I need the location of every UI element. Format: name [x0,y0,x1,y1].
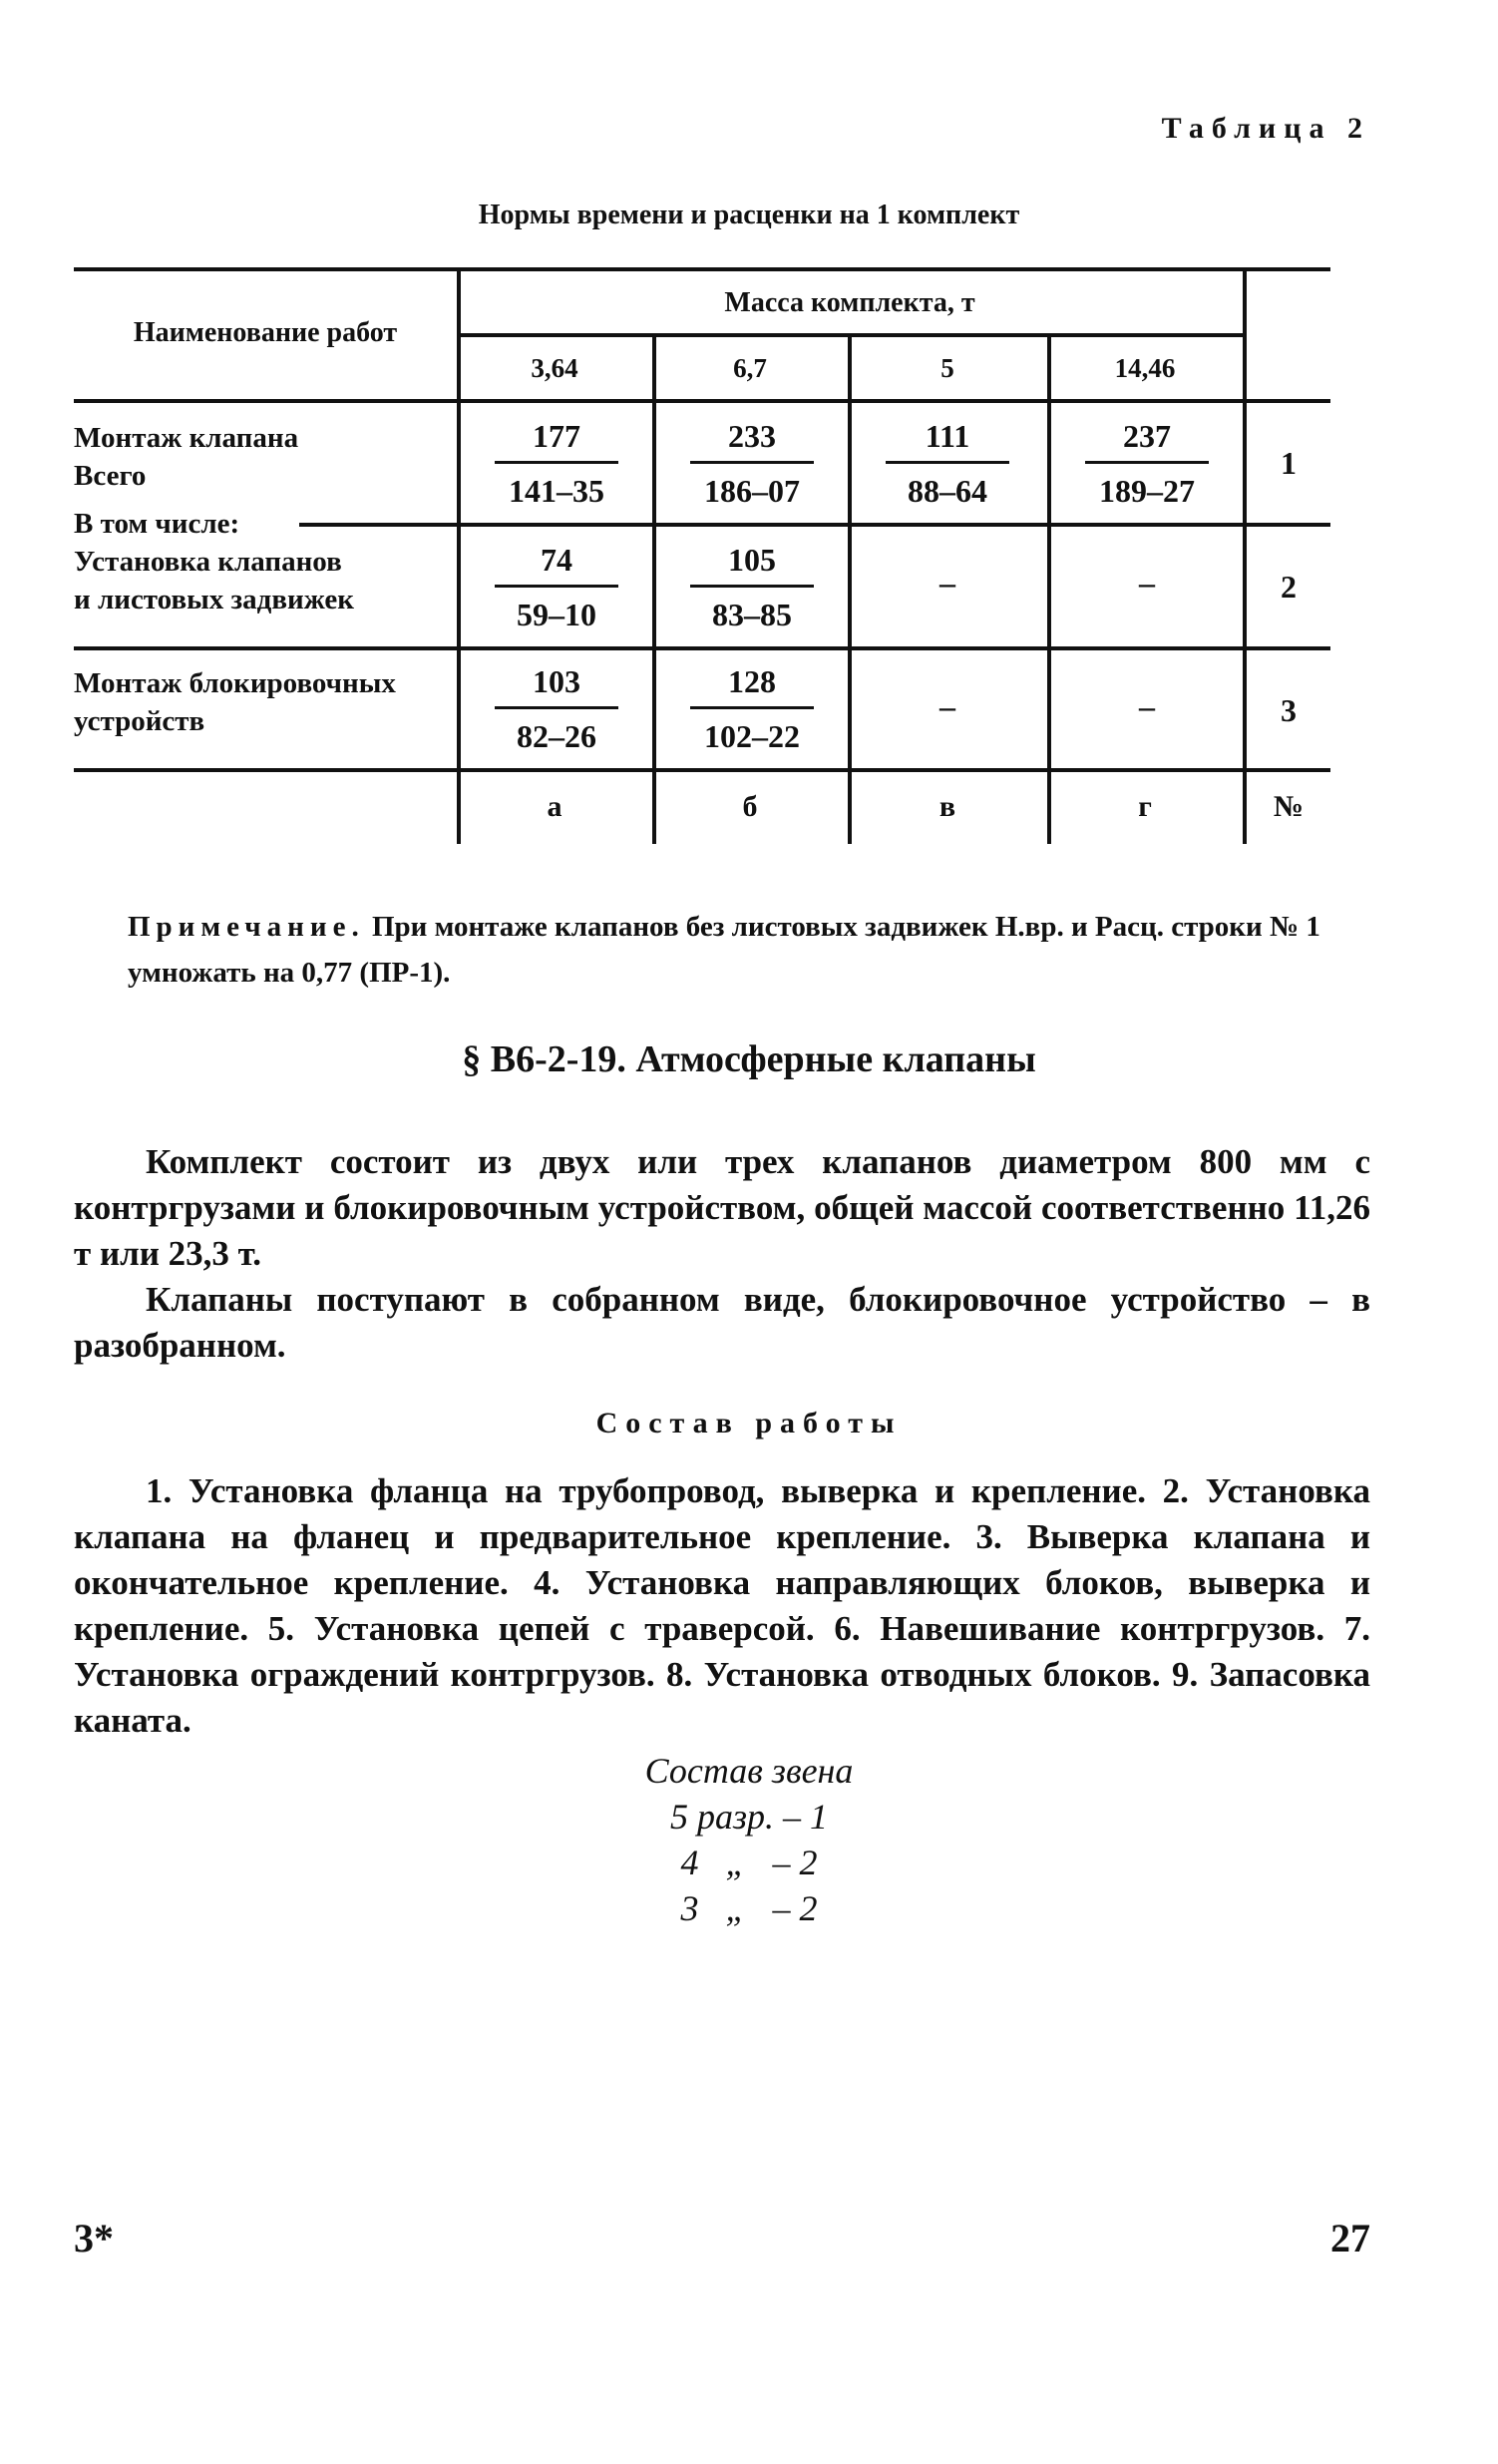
cell-2a-numerator: 74 [541,542,572,578]
fraction-bar [495,461,618,464]
paragraph-1: Комплект состоит из двух или трех клапанов диаметром 800 мм с контргрузами и блокировочным устройством, общей массой соответственно 11,26 т или 23,3 т. [74,1142,1370,1273]
work-composition-heading: Состав работы [595,1407,903,1439]
cell-2a [459,537,654,637]
crew-composition [0,1748,1498,1931]
mass-3-64: 3,64 [531,353,578,383]
col-letter-b: б [742,790,758,823]
crew-line-3: 3 „ – 2 [680,1888,818,1928]
table-note [128,904,1374,996]
cell-1a [459,413,654,514]
mass-header-rule [457,333,1247,337]
header-bottom-rule [74,399,1330,403]
row-2-label [74,505,457,618]
row-2-label-line-1: В том числе: [74,508,240,540]
work-composition-text: 1. Установка фланца на трубопровод, выверка и крепление. 2. Установка клапана на фланец и предварительное крепление. 3. Выверка клапана и окончательное крепление. 4. Установка направляющих блоков, выверка и крепление. 5. Установка цепей с траверсой. 6. Навешивание контргрузов. 7. Установка ограждений контргрузов. 8. Установка отводных блоков. 9. Запасовка каната. [74,1471,1370,1740]
cell-1a-numerator: 177 [533,418,580,454]
cell-1v [850,413,1045,514]
row-3-rule [74,768,1330,772]
row-3-label-line-1: Монтаж блокировочных [74,667,396,699]
cell-1b-denominator: 186–07 [704,473,800,509]
cell-2v-dash: – [939,565,955,601]
row-1-label-line-1: Монтаж клапана [74,422,299,454]
table-title: Нормы времени и расценки на 1 комплект [478,200,1020,230]
note-lead: Примечание. [128,911,365,943]
cell-3b-numerator: 128 [728,663,776,699]
paragraph-2: Клапаны поступают в собранном виде, блокировочное устройство – в разобранном. [74,1280,1370,1365]
table-top-rule [74,267,1330,271]
cell-3v-dash: – [939,688,955,724]
signature-mark: 3* [74,2216,114,2260]
col-header-name: Наименование работ [133,317,398,348]
cell-1g-numerator: 237 [1123,418,1171,454]
mass-6-7: 6,7 [733,353,767,383]
crew-title: Состав звена [644,1751,854,1791]
col-letter-g: г [1138,790,1152,823]
cell-2b [654,537,850,637]
cell-2b-numerator: 105 [728,542,776,578]
row-3-label-line-2: устройств [74,705,205,737]
row-2-label-line-3: и листовых задвижек [74,584,354,616]
row-1-rule [457,523,1330,527]
mass-14-46: 14,46 [1114,353,1176,383]
col-number-header: № [1273,790,1305,823]
fraction-bar [886,461,1009,464]
cell-3b [654,658,850,759]
note-text: При монтаже клапанов без листовых задвижек Н.вр. и Расц. строки № 1 умножать на 0,77 (ПР-1). [128,911,1320,989]
cell-1v-denominator: 88–64 [908,473,987,509]
fraction-bar [1085,461,1209,464]
cell-1v-numerator: 111 [925,418,970,454]
fraction-bar [690,461,814,464]
crew-line-2: 4 „ – 2 [680,1843,818,1882]
cell-3g-dash: – [1139,688,1155,724]
fraction-bar [690,585,814,588]
table-number: Таблица 2 [1161,112,1370,145]
cell-3a-numerator: 103 [533,663,580,699]
cell-3b-denominator: 102–22 [704,718,800,754]
row-1-label-line-2: Всего [74,460,147,492]
cell-1g [1049,413,1245,514]
col-divider-4 [1243,267,1247,844]
row-1-number: 1 [1281,445,1297,481]
row-2-rule [74,646,1330,650]
fraction-bar [495,585,618,588]
cell-3a [459,658,654,759]
cell-1a-denominator: 141–35 [509,473,604,509]
col-letter-v: в [938,790,956,823]
page-number: 27 [1330,2216,1370,2260]
row-2-number: 2 [1281,569,1297,605]
row-3-label [74,664,457,740]
cell-1b-numerator: 233 [728,418,776,454]
row-3-number: 3 [1281,692,1297,728]
cell-1g-denominator: 189–27 [1099,473,1195,509]
cell-2a-denominator: 59–10 [517,597,596,632]
mass-header: Масса комплекта, т [724,287,975,318]
cell-1b [654,413,850,514]
row-2-label-line-2: Установка клапанов [74,546,342,578]
cell-3a-denominator: 82–26 [517,718,596,754]
crew-line-1: 5 разр. – 1 [669,1797,829,1837]
row-1-label [74,419,457,495]
fraction-bar [690,706,814,709]
cell-2g-dash: – [1139,565,1155,601]
cell-2b-denominator: 83–85 [712,597,792,632]
fraction-bar [495,706,618,709]
col-letter-a: а [547,790,562,823]
mass-5: 5 [940,353,954,383]
section-heading: § В6-2-19. Атмосферные клапаны [462,1038,1036,1080]
